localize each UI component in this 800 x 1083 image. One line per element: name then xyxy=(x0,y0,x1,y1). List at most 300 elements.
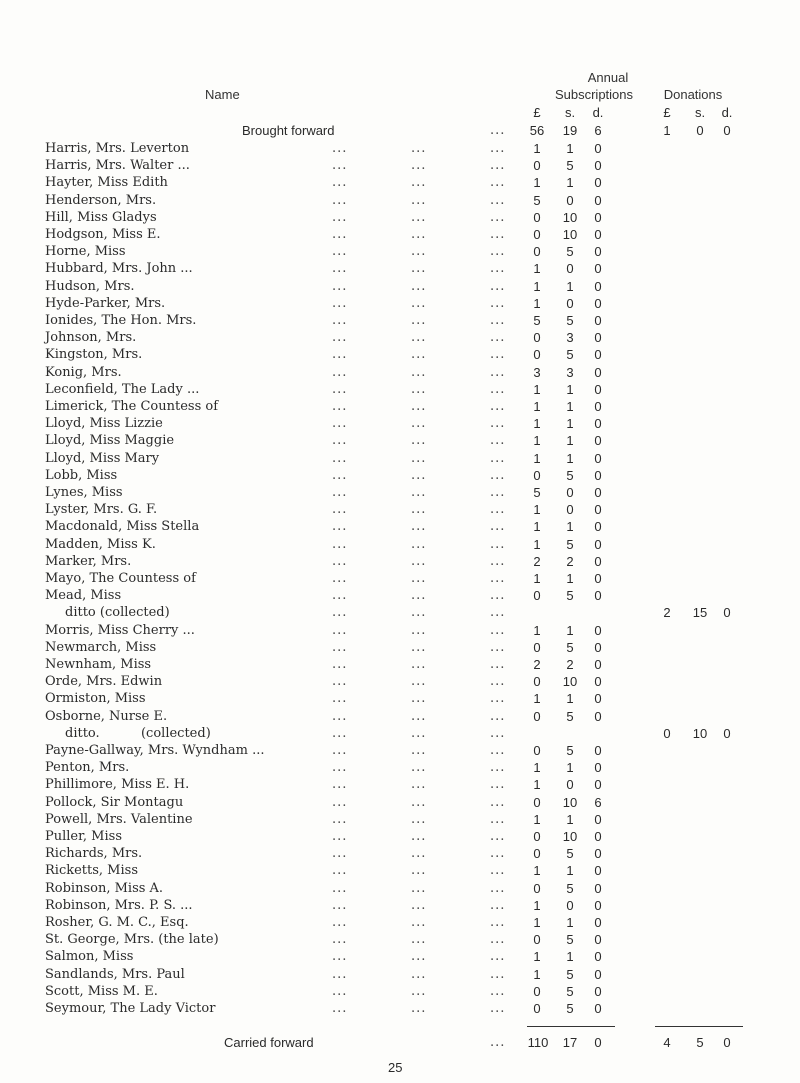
leader-dots: ... xyxy=(490,381,506,397)
bf-subs-shillings: 19 xyxy=(562,123,578,138)
subs-pence: 0 xyxy=(594,192,602,208)
subs-shillings: 5 xyxy=(566,743,574,758)
subscriber-name: Ricketts, Miss xyxy=(45,863,138,879)
leader-dots: ... xyxy=(411,450,427,466)
subs-pounds: 0 xyxy=(533,932,541,948)
subscriber-name: Lloyd, Miss Mary xyxy=(45,450,160,466)
leader-dots: ... xyxy=(332,1001,348,1016)
subs-shillings: 0 xyxy=(566,485,574,500)
leader-dots: ... xyxy=(490,141,506,156)
leader-dots: ... xyxy=(411,381,427,397)
leader-dots: ... xyxy=(332,192,348,208)
leader-dots: ... xyxy=(411,244,427,260)
subs-shillings: 5 xyxy=(566,158,574,174)
leader-dots: ... xyxy=(332,639,348,655)
bf-don-pence: 0 xyxy=(723,123,731,138)
subs-shillings: 10 xyxy=(562,227,578,242)
don-pound-header: £ xyxy=(663,105,671,120)
subscriber-name: Horne, Miss xyxy=(45,244,126,260)
leader-dots: ... xyxy=(332,691,348,707)
leader-dots: ... xyxy=(411,175,427,191)
subs-shillings: 1 xyxy=(566,949,574,965)
leader-dots: ... xyxy=(332,760,348,776)
subs-shillings: 10 xyxy=(562,209,578,225)
subs-pence: 0 xyxy=(594,553,602,569)
leader-dots: ... xyxy=(490,897,506,913)
table-row xyxy=(0,449,800,468)
leader-dots: ... xyxy=(411,949,427,965)
subs-pence: 0 xyxy=(594,209,602,225)
subscriber-name: Limerick, The Countess of xyxy=(45,399,219,414)
subs-pence: 0 xyxy=(594,416,602,432)
subs-pounds: 1 xyxy=(533,811,541,827)
subs-shillings: 5 xyxy=(566,966,574,982)
leader-dots: ... xyxy=(411,915,427,930)
leader-dots: ... xyxy=(332,141,348,156)
subs-pounds: 0 xyxy=(533,467,541,483)
subs-pence: 0 xyxy=(594,983,602,999)
subscriber-name: Powell, Mrs. Valentine xyxy=(45,811,193,827)
don-shillings: 15 xyxy=(692,605,708,621)
table-row xyxy=(0,861,800,880)
leader-dots: ... xyxy=(490,794,506,810)
subs-pence: 0 xyxy=(594,760,602,776)
leader-dots: ... xyxy=(490,158,506,174)
table-row xyxy=(0,242,800,261)
subscriber-name: Osborne, Nurse E. xyxy=(45,708,168,724)
cf-don-pounds: 4 xyxy=(663,1035,671,1050)
carried-forward-row xyxy=(0,1033,800,1052)
subscriber-name: Kingston, Mrs. xyxy=(45,347,143,363)
don-shillings: 10 xyxy=(692,725,708,741)
subs-shillings: 1 xyxy=(566,381,574,397)
leader-dots: ... xyxy=(411,880,427,896)
leader-dots: ... xyxy=(411,553,427,569)
subscriber-name: Lloyd, Miss Maggie xyxy=(45,433,175,449)
subs-pounds: 0 xyxy=(533,244,541,260)
subs-pounds: 0 xyxy=(533,743,541,758)
subs-pounds: 1 xyxy=(533,295,541,311)
table-row xyxy=(0,810,800,829)
subscriber-name: Harris, Mrs. Walter ... xyxy=(45,158,190,174)
leader-dots: ... xyxy=(411,708,427,724)
subs-shillings: 1 xyxy=(566,571,574,586)
leader-dots: ... xyxy=(332,536,348,552)
subs-pence: 0 xyxy=(594,433,602,449)
leader-dots: ... xyxy=(490,639,506,655)
table-row xyxy=(0,844,800,863)
subscriber-name: Richards, Mrs. xyxy=(45,846,143,862)
table-row xyxy=(0,156,800,175)
table-row xyxy=(0,328,800,347)
subs-pounds: 1 xyxy=(533,691,541,707)
table-row xyxy=(0,603,800,622)
leader-dots: ... xyxy=(490,1001,506,1016)
bf-subs-pence: 6 xyxy=(594,123,602,138)
subs-shillings: 0 xyxy=(566,897,574,913)
bf-don-pounds: 1 xyxy=(663,123,671,138)
leader-dots: ... xyxy=(490,708,506,724)
leader-dots: ... xyxy=(411,261,427,277)
leader-dots: ... xyxy=(411,829,427,844)
don-pence-header: d. xyxy=(721,105,733,120)
subs-shillings: 5 xyxy=(566,588,574,604)
subs-pence: 0 xyxy=(594,519,602,535)
subs-pounds: 1 xyxy=(533,261,541,277)
leader-dots: ... xyxy=(490,261,506,277)
subs-pounds: 5 xyxy=(533,485,541,500)
leader-dots: ... xyxy=(490,313,506,328)
leader-dots: ... xyxy=(332,261,348,277)
subscriber-name: Mead, Miss xyxy=(45,588,122,604)
table-row xyxy=(0,397,800,416)
subs-pence: 0 xyxy=(594,347,602,363)
leader-dots: ... xyxy=(490,330,506,346)
subs-pence: 0 xyxy=(594,846,602,862)
leader-dots: ... xyxy=(332,313,348,328)
subscriber-name: Hubbard, Mrs. John ... xyxy=(45,261,193,277)
subscriber-name: Johnson, Mrs. xyxy=(45,330,137,346)
subs-pounds: 0 xyxy=(533,347,541,363)
subs-shillings: 1 xyxy=(566,760,574,776)
subs-pounds: 5 xyxy=(533,192,541,208)
leader-dots: ... xyxy=(411,141,427,156)
subs-shillings: 0 xyxy=(566,192,574,208)
subs-pence: 0 xyxy=(594,295,602,311)
subs-pence: 0 xyxy=(594,175,602,191)
subs-pence: 0 xyxy=(594,691,602,707)
leader-dots: ... xyxy=(490,244,506,260)
leader-dots: ... xyxy=(490,622,506,638)
subs-pounds: 1 xyxy=(533,175,541,191)
subs-pounds: 0 xyxy=(533,639,541,655)
subscriber-name: Morris, Miss Cherry ... xyxy=(45,622,195,638)
subs-shillings: 1 xyxy=(566,175,574,191)
subs-pounds: 1 xyxy=(533,897,541,913)
subscriber-name: ditto. (collected) xyxy=(65,725,211,741)
leader-dots: ... xyxy=(411,571,427,586)
subs-pence: 0 xyxy=(594,364,602,380)
table-row xyxy=(0,535,800,554)
leader-dots: ... xyxy=(490,1035,506,1050)
leader-dots: ... xyxy=(411,158,427,174)
subs-pounds: 1 xyxy=(533,141,541,156)
leader-dots: ... xyxy=(490,949,506,965)
leader-dots: ... xyxy=(411,691,427,707)
leader-dots: ... xyxy=(332,433,348,449)
table-row xyxy=(0,500,800,519)
subs-pounds: 0 xyxy=(533,829,541,844)
leader-dots: ... xyxy=(332,278,348,294)
subs-shillings: 10 xyxy=(562,794,578,810)
subs-shillings: 1 xyxy=(566,811,574,827)
leader-dots: ... xyxy=(332,932,348,948)
leader-dots: ... xyxy=(411,330,427,346)
leader-dots: ... xyxy=(490,536,506,552)
bf-don-shillings: 0 xyxy=(696,123,704,138)
leader-dots: ... xyxy=(490,278,506,294)
subs-pence-header: d. xyxy=(592,105,604,120)
table-row xyxy=(0,827,800,846)
subs-pence: 0 xyxy=(594,777,602,793)
leader-dots: ... xyxy=(411,932,427,948)
subscriber-name: Madden, Miss K. xyxy=(45,536,156,552)
subscriber-name: Henderson, Mrs. xyxy=(45,192,157,208)
subs-shillings: 5 xyxy=(566,983,574,999)
leader-dots: ... xyxy=(490,760,506,776)
subscriber-name: Salmon, Miss xyxy=(45,949,134,965)
subs-pence: 0 xyxy=(594,915,602,930)
subs-shillings: 1 xyxy=(566,450,574,466)
subs-shillings: 3 xyxy=(566,330,574,346)
subs-pound-header: £ xyxy=(533,105,541,120)
brought-forward-label: Brought forward xyxy=(242,123,335,138)
subs-pence: 0 xyxy=(594,639,602,655)
subs-shillings: 1 xyxy=(566,915,574,930)
leader-dots: ... xyxy=(332,846,348,862)
leader-dots: ... xyxy=(490,450,506,466)
table-row xyxy=(0,707,800,726)
page-number: 25 xyxy=(388,1060,403,1075)
subs-pounds: 1 xyxy=(533,949,541,965)
leader-dots: ... xyxy=(411,536,427,552)
leader-dots: ... xyxy=(411,639,427,655)
table-row xyxy=(0,689,800,708)
table-row xyxy=(0,965,800,984)
subs-pounds: 0 xyxy=(533,588,541,604)
subscriber-name: Newnham, Miss xyxy=(45,657,152,672)
subscriber-name: Hayter, Miss Edith xyxy=(45,175,168,191)
subs-pounds: 0 xyxy=(533,227,541,242)
leader-dots: ... xyxy=(332,381,348,397)
leader-dots: ... xyxy=(332,622,348,638)
leader-dots: ... xyxy=(332,657,348,672)
table-row xyxy=(0,775,800,794)
table-row xyxy=(0,259,800,278)
subs-pounds: 1 xyxy=(533,278,541,294)
subs-pence: 0 xyxy=(594,932,602,948)
subs-shillings: 1 xyxy=(566,399,574,414)
don-total-rule xyxy=(655,1026,743,1027)
subscriber-name: Seymour, The Lady Victor xyxy=(45,1001,216,1016)
table-row xyxy=(0,947,800,966)
subs-pounds: 0 xyxy=(533,708,541,724)
leader-dots: ... xyxy=(490,399,506,414)
leader-dots: ... xyxy=(411,897,427,913)
leader-dots: ... xyxy=(332,897,348,913)
subs-shillings: 2 xyxy=(566,657,574,672)
subscriber-name: Lyster, Mrs. G. F. xyxy=(45,502,158,518)
leader-dots: ... xyxy=(332,364,348,380)
leader-dots: ... xyxy=(411,846,427,862)
subs-pence: 6 xyxy=(594,794,602,810)
subs-shillings: 1 xyxy=(566,416,574,432)
subscriber-name: Hill, Miss Gladys xyxy=(45,209,157,225)
leader-dots: ... xyxy=(411,811,427,827)
subs-pounds: 1 xyxy=(533,416,541,432)
subs-shillings: 3 xyxy=(566,364,574,380)
subscriber-name: Phillimore, Miss E. H. xyxy=(45,777,190,793)
table-row xyxy=(0,913,800,932)
leader-dots: ... xyxy=(332,829,348,844)
leader-dots: ... xyxy=(332,416,348,432)
table-row xyxy=(0,225,800,244)
don-pence: 0 xyxy=(723,725,731,741)
subs-pounds: 0 xyxy=(533,880,541,896)
subs-pounds: 1 xyxy=(533,966,541,982)
subs-pounds: 1 xyxy=(533,863,541,879)
subscriber-name: Robinson, Miss A. xyxy=(45,880,164,896)
subs-shillings: 5 xyxy=(566,639,574,655)
leader-dots: ... xyxy=(411,657,427,672)
table-row xyxy=(0,208,800,227)
table-row xyxy=(0,569,800,588)
table-row xyxy=(0,294,800,313)
leader-dots: ... xyxy=(411,863,427,879)
subs-pence: 0 xyxy=(594,829,602,844)
leader-dots: ... xyxy=(332,794,348,810)
table-row xyxy=(0,982,800,1001)
leader-dots: ... xyxy=(411,622,427,638)
table-row xyxy=(0,139,800,158)
subscriber-name: Robinson, Mrs. P. S. ... xyxy=(45,897,193,913)
leader-dots: ... xyxy=(332,915,348,930)
subscriber-name: Konig, Mrs. xyxy=(45,364,122,380)
leader-dots: ... xyxy=(332,399,348,414)
table-row xyxy=(0,414,800,433)
leader-dots: ... xyxy=(332,708,348,724)
leader-dots: ... xyxy=(332,450,348,466)
subs-pounds: 0 xyxy=(533,1001,541,1016)
leader-dots: ... xyxy=(490,123,506,138)
subs-pounds: 2 xyxy=(533,553,541,569)
subscriber-name: Puller, Miss xyxy=(45,829,122,844)
subscriber-name: Lobb, Miss xyxy=(45,467,118,483)
subs-pounds: 1 xyxy=(533,777,541,793)
subs-pence: 0 xyxy=(594,949,602,965)
leader-dots: ... xyxy=(490,691,506,707)
subs-shillings: 5 xyxy=(566,932,574,948)
subs-pence: 0 xyxy=(594,622,602,638)
leader-dots: ... xyxy=(332,485,348,500)
leader-dots: ... xyxy=(332,175,348,191)
cf-don-shillings: 5 xyxy=(696,1035,704,1050)
subscriber-name: St. George, Mrs. (the late) xyxy=(45,932,219,948)
subs-pence: 0 xyxy=(594,571,602,586)
leader-dots: ... xyxy=(411,313,427,328)
leader-dots: ... xyxy=(411,278,427,294)
leader-dots: ... xyxy=(490,725,506,741)
subs-pence: 0 xyxy=(594,330,602,346)
carried-forward-label: Carried forward xyxy=(224,1035,314,1050)
subs-pounds: 0 xyxy=(533,674,541,690)
cf-subs-shillings: 17 xyxy=(562,1035,578,1050)
leader-dots: ... xyxy=(490,192,506,208)
leader-dots: ... xyxy=(411,605,427,621)
table-row xyxy=(0,999,800,1018)
leader-dots: ... xyxy=(332,588,348,604)
subs-shillings: 1 xyxy=(566,622,574,638)
leader-dots: ... xyxy=(490,485,506,500)
subs-shillings: 5 xyxy=(566,880,574,896)
subs-pounds: 1 xyxy=(533,450,541,466)
subs-pence: 0 xyxy=(594,1001,602,1016)
leader-dots: ... xyxy=(332,674,348,690)
leader-dots: ... xyxy=(332,295,348,311)
leader-dots: ... xyxy=(490,983,506,999)
subs-shillings: 5 xyxy=(566,536,574,552)
leader-dots: ... xyxy=(490,657,506,672)
subs-pence: 0 xyxy=(594,399,602,414)
subs-pence: 0 xyxy=(594,536,602,552)
subs-pence: 0 xyxy=(594,227,602,242)
subscriber-name: Marker, Mrs. xyxy=(45,553,132,569)
leader-dots: ... xyxy=(490,416,506,432)
subs-pence: 0 xyxy=(594,657,602,672)
table-row xyxy=(0,483,800,502)
table-row xyxy=(0,380,800,399)
table-row xyxy=(0,793,800,812)
subscriber-name: Ormiston, Miss xyxy=(45,691,146,707)
subscriber-name: Orde, Mrs. Edwin xyxy=(45,674,163,690)
subs-shillings: 1 xyxy=(566,141,574,156)
leader-dots: ... xyxy=(490,863,506,879)
subs-shillings: 5 xyxy=(566,467,574,483)
subs-pounds: 1 xyxy=(533,519,541,535)
table-row xyxy=(0,724,800,743)
leader-dots: ... xyxy=(332,743,348,758)
leader-dots: ... xyxy=(411,983,427,999)
leader-dots: ... xyxy=(490,966,506,982)
leader-dots: ... xyxy=(411,347,427,363)
subs-shillings: 1 xyxy=(566,691,574,707)
leader-dots: ... xyxy=(332,777,348,793)
table-row xyxy=(0,277,800,296)
leader-dots: ... xyxy=(490,915,506,930)
subscriber-name: Hudson, Mrs. xyxy=(45,278,135,294)
subs-shillings: 0 xyxy=(566,295,574,311)
table-row xyxy=(0,879,800,898)
table-row xyxy=(0,638,800,657)
leader-dots: ... xyxy=(411,433,427,449)
subscriber-name: Sandlands, Mrs. Paul xyxy=(45,966,185,982)
leader-dots: ... xyxy=(490,209,506,225)
subs-shillings: 5 xyxy=(566,1001,574,1016)
leader-dots: ... xyxy=(411,519,427,535)
subs-shillings: 0 xyxy=(566,777,574,793)
leader-dots: ... xyxy=(411,502,427,518)
subs-pence: 0 xyxy=(594,674,602,690)
leader-dots: ... xyxy=(411,725,427,741)
leader-dots: ... xyxy=(332,330,348,346)
subscriptions-column-header: Subscriptions xyxy=(554,87,634,102)
bf-subs-pounds: 56 xyxy=(529,123,545,138)
subs-pounds: 1 xyxy=(533,399,541,414)
leader-dots: ... xyxy=(490,605,506,621)
subs-pounds: 0 xyxy=(533,846,541,862)
leader-dots: ... xyxy=(332,880,348,896)
leader-dots: ... xyxy=(490,571,506,586)
subscriber-name: Harris, Mrs. Leverton xyxy=(45,141,190,156)
leader-dots: ... xyxy=(411,966,427,982)
leader-dots: ... xyxy=(490,467,506,483)
leader-dots: ... xyxy=(490,880,506,896)
subs-pence: 0 xyxy=(594,588,602,604)
subscriber-name: ditto (collected) xyxy=(65,605,170,621)
leader-dots: ... xyxy=(490,519,506,535)
table-row xyxy=(0,758,800,777)
table-row xyxy=(0,431,800,450)
